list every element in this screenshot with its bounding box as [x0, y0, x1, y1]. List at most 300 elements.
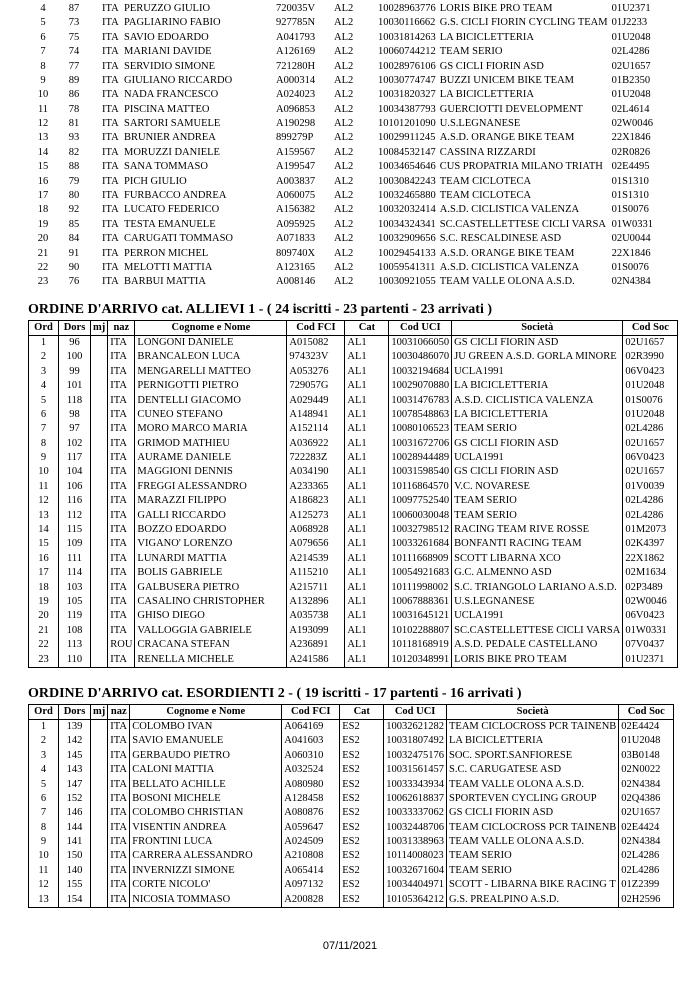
cell-dors: 155 — [59, 878, 91, 892]
cell-cod-soc: 01S0076 — [611, 261, 649, 273]
cell-name: PAGLIARINO FABIO — [124, 17, 221, 29]
cell-cod-soc: 01U2048 — [611, 31, 651, 43]
cell-cat: AL1 — [345, 350, 389, 364]
table-row — [28, 218, 665, 232]
table-row — [28, 88, 665, 102]
cell-dors: 139 — [59, 720, 91, 735]
cell-dors: 111 — [59, 552, 91, 566]
table-row — [28, 160, 665, 174]
cell-dors: 101 — [59, 379, 91, 393]
table-row — [29, 336, 678, 351]
cell-naz: ITA — [108, 480, 135, 494]
cell-ord: 9 — [29, 451, 59, 465]
cell-societa: TEAM VALLE OLONA A.S.D. — [447, 778, 619, 792]
cell-mj — [91, 523, 108, 537]
cell-cod-uci: 10114008023 — [384, 850, 447, 864]
cell-cod-fci: A060075 — [276, 190, 316, 202]
cell-cat: AL2 — [334, 2, 354, 14]
cell-cod-soc: 02U1657 — [623, 437, 678, 451]
cell-naz: ITA — [108, 451, 135, 465]
cell-cat: AL2 — [334, 146, 354, 158]
cell-ord: 1 — [29, 720, 59, 735]
cell-cod-uci: 10059541311 — [378, 261, 436, 273]
cell-mj — [91, 336, 108, 351]
cell-cat: AL1 — [345, 609, 389, 623]
cell-mj — [91, 379, 108, 393]
cell-societa: G.C. ALMENNO ASD — [452, 566, 623, 580]
table-row — [28, 117, 665, 131]
cell-cod-soc: 02U1657 — [611, 60, 651, 72]
cell-cod-soc: 06V0423 — [623, 609, 678, 623]
table-row — [29, 552, 678, 566]
cell-mj — [91, 609, 108, 623]
table-row — [28, 146, 665, 160]
cell-cod-uci: 10097752540 — [389, 494, 452, 508]
cell-cod-uci: 10118168919 — [389, 638, 452, 652]
cell-mj — [91, 451, 108, 465]
cell-naz: ITA — [102, 261, 119, 273]
table-row — [29, 480, 678, 494]
cell-societa: BUZZI UNICEM BIKE TEAM — [439, 74, 575, 86]
cell-ord: 13 — [37, 132, 49, 144]
cell-cod-fci: A024509 — [282, 835, 340, 849]
cell-cod-soc: 02L4286 — [619, 864, 674, 878]
cell-dors: 141 — [59, 835, 91, 849]
cell-societa: LORIS BIKE PRO TEAM — [439, 2, 553, 14]
table-row — [28, 275, 665, 289]
cell-cod-fci: A068928 — [287, 523, 345, 537]
cell-mj — [90, 117, 100, 131]
table-row — [29, 653, 678, 668]
cell-cod-fci: A032524 — [282, 763, 340, 777]
cell-name: CARUGATI TOMMASO — [124, 233, 234, 245]
cell-dors: 144 — [59, 821, 91, 835]
cell-cod-uci: 10031807492 — [384, 734, 447, 748]
cell-cod-soc: 02E4424 — [619, 720, 674, 735]
cell-cod-fci: A041603 — [282, 734, 340, 748]
cell-societa: TEAM SERIO — [452, 494, 623, 508]
cell-ord: 10 — [29, 466, 59, 480]
cell-cat: ES2 — [340, 734, 384, 748]
cell-name: FRONTINI LUCA — [130, 835, 282, 849]
cell-ord: 8 — [40, 60, 46, 72]
cell-cat: ES2 — [340, 821, 384, 835]
cell-name: CALONI MATTIA — [130, 763, 282, 777]
cell-cat: AL2 — [334, 261, 354, 273]
cell-cat: AL2 — [334, 276, 354, 288]
cell-cat: ES2 — [340, 792, 384, 806]
results-table-allievi-1 — [28, 320, 678, 668]
table-header — [29, 321, 678, 336]
cell-mj — [91, 893, 108, 908]
cell-cod-fci: A080980 — [282, 778, 340, 792]
table-body — [28, 2, 665, 290]
cell-societa: SOC. SPORT.SANFIORESE — [447, 749, 619, 763]
cell-ord: 12 — [37, 118, 49, 130]
cell-name: MAGGIONI DENNIS — [135, 466, 287, 480]
cell-mj — [90, 45, 100, 59]
cell-ord: 16 — [29, 552, 59, 566]
cell-naz: ITA — [108, 609, 135, 623]
cell-ord: 18 — [29, 581, 59, 595]
cell-dors: 140 — [59, 864, 91, 878]
cell-name: SAVIO EDOARDO — [124, 31, 209, 43]
cell-naz: ITA — [102, 2, 119, 14]
cell-dors: 143 — [59, 763, 91, 777]
cell-cod-soc: 01Z2399 — [619, 878, 674, 892]
cell-cod-fci: A015082 — [287, 336, 345, 351]
cell-naz: ITA — [102, 161, 119, 173]
cell-dors: 74 — [68, 46, 80, 58]
table-row — [28, 247, 665, 261]
cell-ord: 7 — [29, 422, 59, 436]
cell-name: SAVIO EMANUELE — [130, 734, 282, 748]
cell-mj — [91, 749, 108, 763]
cell-dors: 97 — [59, 422, 91, 436]
cell-ord: 20 — [29, 609, 59, 623]
cell-cod-fci: A236891 — [287, 638, 345, 652]
cell-dors: 154 — [59, 893, 91, 908]
cell-cod-uci: 10029070880 — [389, 379, 452, 393]
cell-cod-fci: A097132 — [282, 878, 340, 892]
table-row — [29, 379, 678, 393]
cell-societa: TEAM CICLOTECA — [439, 175, 532, 187]
cell-cod-fci: A059647 — [282, 821, 340, 835]
table-row — [28, 45, 665, 59]
cell-mj — [91, 624, 108, 638]
cell-cat: AL2 — [334, 218, 354, 230]
table-row — [28, 189, 665, 203]
cell-cat: ES2 — [340, 763, 384, 777]
cell-naz: ITA — [102, 204, 119, 216]
cell-dors: 99 — [59, 365, 91, 379]
cell-cod-soc: 02L4286 — [619, 850, 674, 864]
cell-ord: 5 — [40, 17, 46, 29]
cell-dors: 145 — [59, 749, 91, 763]
cell-societa: TEAM VALLE OLONA A.S.D. — [447, 835, 619, 849]
cell-cod-fci: A079656 — [287, 537, 345, 551]
cell-name: CRACANA STEFAN — [135, 638, 287, 652]
cell-societa: U.S.LEGNANESE — [439, 118, 521, 130]
cell-naz: ITA — [102, 103, 119, 115]
cell-societa: LA BICICLETTERIA — [452, 379, 623, 393]
cell-naz: ITA — [102, 132, 119, 144]
cell-cod-soc: 02N4384 — [619, 778, 674, 792]
cell-name: GRIMOD MATHIEU — [135, 437, 287, 451]
cell-ord: 4 — [40, 2, 46, 14]
cell-cod-uci: 10120348991 — [389, 653, 452, 668]
cell-cod-soc: 02U1657 — [623, 466, 678, 480]
results-table-esordienti-2 — [28, 704, 674, 908]
cell-naz: ITA — [102, 46, 119, 58]
cell-cod-fci: A200828 — [282, 893, 340, 908]
cell-dors: 88 — [68, 161, 80, 173]
cell-cod-uci: 10102288807 — [389, 624, 452, 638]
cell-naz: ITA — [102, 247, 119, 259]
cell-cat: AL1 — [345, 638, 389, 652]
cell-name: RENELLA MICHELE — [135, 653, 287, 668]
cell-cod-fci: A210808 — [282, 850, 340, 864]
cell-cod-uci: 10028963776 — [378, 2, 436, 14]
cell-naz: ITA — [108, 835, 130, 849]
table-row — [28, 132, 665, 146]
header-name: Cognome e Nome — [130, 705, 282, 720]
cell-dors: 80 — [68, 190, 80, 202]
cell-cod-uci: 10084532147 — [378, 146, 436, 158]
cell-name: BRUNIER ANDREA — [124, 132, 216, 144]
cell-ord: 4 — [29, 763, 59, 777]
cell-societa: BONFANTI RACING TEAM — [452, 537, 623, 551]
cell-ord: 11 — [29, 480, 59, 494]
cell-cod-uci: 10033337062 — [384, 806, 447, 820]
cell-name: GERBAUDO PIETRO — [130, 749, 282, 763]
cell-mj — [90, 203, 100, 217]
cell-cod-uci: 10032448706 — [384, 821, 447, 835]
table-row — [29, 609, 678, 623]
table-row — [28, 16, 665, 30]
cell-name: TESTA EMANUELE — [124, 218, 216, 230]
cell-ord: 4 — [29, 379, 59, 393]
cell-cod-soc: 02R3990 — [623, 350, 678, 364]
cell-mj — [91, 778, 108, 792]
cell-mj — [90, 132, 100, 146]
cell-cod-soc: 22X1846 — [611, 132, 651, 144]
cell-societa: CASSINA RIZZARDI — [439, 146, 536, 158]
cell-mj — [91, 821, 108, 835]
cell-cod-uci: 10060030048 — [389, 509, 452, 523]
cell-cod-uci: 10034387793 — [378, 103, 436, 115]
cell-name: LONGONI DANIELE — [135, 336, 287, 351]
table-row — [29, 566, 678, 580]
cell-naz: ITA — [108, 336, 135, 351]
header-cat: Cat — [340, 705, 384, 720]
cell-societa: SC.CASTELLETTESE CICLI VARSA — [452, 624, 623, 638]
cell-cod-fci: A159567 — [276, 146, 316, 158]
cell-cat: ES2 — [340, 749, 384, 763]
table-row — [28, 175, 665, 189]
cell-naz: ITA — [108, 408, 135, 422]
cell-naz: ITA — [102, 175, 119, 187]
cell-cat: AL1 — [345, 566, 389, 580]
cell-cat: AL2 — [334, 60, 354, 72]
cell-cod-uci: 10031672706 — [389, 437, 452, 451]
cell-naz: ITA — [102, 233, 119, 245]
cell-cat: AL1 — [345, 552, 389, 566]
cell-societa: CUS PROPATRIA MILANO TRIATH — [439, 161, 603, 173]
header-cod-soc: Cod Soc — [619, 705, 674, 720]
cell-societa: TEAM CICLOCROSS PCR TAINENB — [447, 821, 619, 835]
cell-cod-uci: 10034404971 — [384, 878, 447, 892]
cell-cat: AL2 — [334, 31, 354, 43]
cell-cod-soc: 02L4286 — [611, 46, 650, 58]
cell-cod-fci: A148941 — [287, 408, 345, 422]
cell-cod-uci: 10032465880 — [378, 190, 436, 202]
cell-name: AURAME DANIELE — [135, 451, 287, 465]
cell-cod-uci: 10029911245 — [378, 132, 436, 144]
cell-mj — [91, 552, 108, 566]
cell-dors: 75 — [68, 31, 80, 43]
cell-cat: AL1 — [345, 537, 389, 551]
cell-cod-fci: A128458 — [282, 792, 340, 806]
cell-naz: ITA — [108, 350, 135, 364]
cell-ord: 15 — [29, 537, 59, 551]
cell-cod-uci: 10032671604 — [384, 864, 447, 878]
cell-societa: LORIS BIKE PRO TEAM — [452, 653, 623, 668]
cell-cod-uci: 10105364212 — [384, 893, 447, 908]
cell-name: GHISO DIEGO — [135, 609, 287, 623]
cell-societa: SCOTT - LIBARNA BIKE RACING T — [447, 878, 619, 892]
table-row — [29, 821, 674, 835]
cell-cod-uci: 10033261684 — [389, 537, 452, 551]
cell-societa: G.S. PREALPINO A.S.D. — [447, 893, 619, 908]
table-row — [29, 466, 678, 480]
cell-cod-soc: 02M1634 — [623, 566, 678, 580]
cell-ord: 23 — [37, 276, 49, 288]
cell-mj — [90, 31, 100, 45]
cell-cat: AL2 — [334, 74, 354, 86]
cell-cod-fci: A190298 — [276, 118, 316, 130]
cell-cat: AL1 — [345, 394, 389, 408]
cell-dors: 112 — [59, 509, 91, 523]
table-row — [29, 365, 678, 379]
cell-dors: 113 — [59, 638, 91, 652]
cell-dors: 85 — [68, 218, 80, 230]
cell-societa: UCLA1991 — [452, 365, 623, 379]
cell-ord: 21 — [37, 247, 49, 259]
cell-societa: U.S.LEGNANESE — [452, 595, 623, 609]
cell-mj — [91, 408, 108, 422]
cell-cod-fci: A036922 — [287, 437, 345, 451]
cell-cod-fci: A132896 — [287, 595, 345, 609]
cell-dors: 93 — [68, 132, 80, 144]
cell-name: MARIANI DAVIDE — [124, 46, 212, 58]
cell-mj — [91, 864, 108, 878]
cell-ord: 9 — [40, 74, 46, 86]
header-dors: Dors — [59, 321, 91, 336]
cell-cod-fci: A193099 — [287, 624, 345, 638]
header-row — [29, 321, 678, 336]
cell-mj — [90, 275, 100, 289]
cell-cod-fci: A096853 — [276, 103, 316, 115]
cell-dors: 109 — [59, 537, 91, 551]
cell-cod-soc: 01W0331 — [611, 218, 653, 230]
cell-cod-soc: 02L4286 — [623, 509, 678, 523]
cell-name: BOLIS GABRIELE — [135, 566, 287, 580]
cell-naz: ITA — [108, 792, 130, 806]
cell-naz: ITA — [108, 864, 130, 878]
table-row — [29, 509, 678, 523]
table-row — [29, 581, 678, 595]
cell-cod-soc: 01U2048 — [623, 379, 678, 393]
cell-mj — [90, 247, 100, 261]
cell-cod-soc: 22X1862 — [623, 552, 678, 566]
cell-cat: AL2 — [334, 89, 354, 101]
table-row — [28, 232, 665, 246]
cell-cod-uci: 10028976106 — [378, 60, 436, 72]
cell-societa: RACING TEAM RIVE ROSSE — [452, 523, 623, 537]
cell-naz: ITA — [102, 74, 119, 86]
section-title-allievi-1: ORDINE D'ARRIVO cat. ALLIEVI 1 - ( 24 iscritti - 23 partenti - 23 arrivati ) — [28, 302, 493, 317]
cell-cod-uci: 10029454133 — [378, 247, 436, 259]
table-row — [29, 778, 674, 792]
cell-cod-soc: 01U2371 — [611, 2, 651, 14]
cell-cod-soc: 02R0826 — [611, 146, 651, 158]
cell-mj — [91, 850, 108, 864]
cell-naz: ITA — [102, 60, 119, 72]
cell-dors: 114 — [59, 566, 91, 580]
cell-societa: GS CICLI FIORIN ASD — [452, 437, 623, 451]
cell-cat: AL1 — [345, 624, 389, 638]
cell-cod-uci: 10060744212 — [378, 46, 436, 58]
cell-cod-uci: 10030486070 — [389, 350, 452, 364]
header-cod-fci: Cod FCI — [282, 705, 340, 720]
cell-mj — [91, 537, 108, 551]
cell-cat: ES2 — [340, 864, 384, 878]
cell-dors: 76 — [68, 276, 80, 288]
cell-cod-soc: 01S1310 — [611, 175, 649, 187]
cell-dors: 87 — [68, 2, 80, 14]
cell-name: INVERNIZZI SIMONE — [130, 864, 282, 878]
cell-ord: 17 — [37, 190, 49, 202]
table-row — [28, 203, 665, 217]
cell-naz: ITA — [108, 581, 135, 595]
cell-dors: 78 — [68, 103, 80, 115]
cell-name: MORUZZI DANIELE — [124, 146, 220, 158]
cell-ord: 22 — [37, 261, 49, 273]
cell-ord: 15 — [37, 161, 49, 173]
cell-name: BOSONI MICHELE — [130, 792, 282, 806]
cell-naz: ITA — [102, 89, 119, 101]
table-row — [28, 2, 665, 16]
cell-societa: SC.CASTELLETTESE CICLI VARSA — [439, 218, 606, 230]
cell-dors: 102 — [59, 437, 91, 451]
header-ord: Ord — [29, 321, 59, 336]
cell-ord: 3 — [29, 749, 59, 763]
section-title-esordienti-2: ORDINE D'ARRIVO cat. ESORDIENTI 2 - ( 19 iscritti - 17 partenti - 16 arrivati ) — [28, 686, 522, 701]
header-cod-fci: Cod FCI — [287, 321, 345, 336]
table-row — [29, 850, 674, 864]
cell-mj — [91, 835, 108, 849]
cell-naz: ITA — [108, 566, 135, 580]
cell-cat: AL2 — [334, 190, 354, 202]
cell-mj — [90, 60, 100, 74]
cell-ord: 23 — [29, 653, 59, 668]
cell-naz: ITA — [108, 778, 130, 792]
cell-name: GIULIANO RICCARDO — [124, 74, 233, 86]
cell-naz: ITA — [102, 17, 119, 29]
cell-societa: JU GREEN A.S.D. GORLA MINORE — [452, 350, 623, 364]
table-row — [29, 494, 678, 508]
cell-societa: TEAM SERIO — [447, 850, 619, 864]
cell-cod-soc: 02W0046 — [623, 595, 678, 609]
cell-cod-soc: 02U1657 — [619, 806, 674, 820]
cell-mj — [91, 509, 108, 523]
cell-cod-uci: 10032194684 — [389, 365, 452, 379]
cell-cat: ES2 — [340, 806, 384, 820]
table-row — [29, 864, 674, 878]
cell-ord: 8 — [29, 821, 59, 835]
cell-cod-uci: 10030116662 — [378, 17, 436, 29]
cell-cat: ES2 — [340, 835, 384, 849]
cell-societa: S.C. RESCALDINESE ASD — [439, 233, 562, 245]
cell-ord: 19 — [37, 218, 49, 230]
cell-cod-uci: 10032909656 — [378, 233, 436, 245]
cell-cod-uci: 10111668909 — [389, 552, 452, 566]
cell-mj — [90, 160, 100, 174]
cell-ord: 14 — [29, 523, 59, 537]
table-row — [29, 638, 678, 652]
cell-name: FURBACCO ANDREA — [124, 190, 227, 202]
